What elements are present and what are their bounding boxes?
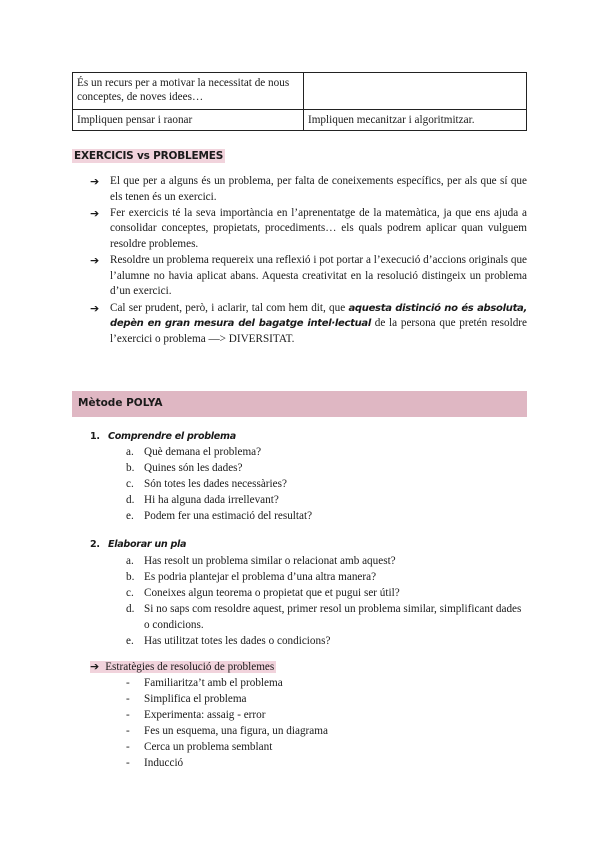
list-item: e. Has utilitzat totes les dades o condicions?	[126, 634, 331, 647]
list-item: - Cerca un problema semblant	[126, 740, 273, 753]
list-item: d. Si no saps com resoldre aquest, primer resol un problema similar, simplificant dades o condicions.	[126, 602, 522, 631]
table-cell	[304, 73, 527, 110]
right-arrow-icon: ➔	[90, 206, 100, 220]
comparison-table	[72, 72, 527, 131]
list-item: ➔ Cal ser prudent, però, i aclarir, tal com hem dit, que aquesta distinció no és absoluta, depèn en gran mesura del bagatge intel·lectual de la persona que pretén resoldre l’exercici o problema —> DIVERSITAT.	[90, 301, 527, 345]
table-cell: És un recurs per a motivar la necessitat de nous conceptes, de noves idees…	[73, 73, 304, 110]
list-item: b. Es podria plantejar el problema d’una altra manera?	[126, 570, 377, 583]
list-item: d. Hi ha alguna dada irrellevant?	[126, 493, 279, 506]
list-item: e. Podem fer una estimació del resultat?	[126, 509, 313, 522]
list-item: c. Són totes les dades necessàries?	[126, 477, 287, 490]
polya-section-bar	[72, 391, 527, 417]
table-cell: Impliquen mecanitzar i algoritmitzar.	[304, 110, 527, 131]
emphasis-text: aquesta distinció no és absoluta, depèn en gran mesura del bagatge intel·lectual	[110, 302, 527, 330]
list-item: - Familiaritza’t amb el problema	[126, 677, 283, 689]
list-item: c. Coneixes algun teorema o propietat que et pugui ser útil?	[126, 586, 400, 599]
list-item: a. Has resolt un problema similar o relacionat amb aquest?	[126, 555, 396, 567]
list-item: - Fes un esquema, una figura, un diagrama	[126, 724, 328, 737]
strategies-heading: ➔ Estratègies de resolució de problemes	[90, 660, 275, 673]
section-heading-exercicis: EXERCICIS vs PROBLEMES	[74, 150, 224, 162]
list-item: ➔ Resoldre un problema requereix una reflexió i pot portar a l’execució d’accions originals que l’alumne no havia aplicat abans. Aquesta creativitat en la resolució distingeix un problema d’un exercici.	[90, 254, 527, 298]
step-heading-2: 2. Elaborar un pla	[90, 539, 187, 550]
table-row	[73, 110, 527, 131]
table-row	[73, 73, 527, 110]
list-item: - Experimenta: assaig - error	[126, 708, 266, 721]
right-arrow-icon: ➔	[90, 660, 100, 673]
step1-sublist	[126, 445, 526, 525]
list-item: - Inducció	[126, 756, 184, 769]
list-item: ➔ Fer exercicis té la seva importància en l’aprenentatge de la matemàtica, ja que ens ajuda a consolidar conceptes, propietats, procediments… els quals podrem aplicar quan vulguem resoldre problemes.	[90, 206, 527, 250]
strategies-list	[126, 676, 328, 771]
exercicis-bullet-list	[90, 174, 527, 348]
step-heading-1: 1. Comprendre el problema	[90, 431, 236, 442]
table-cell: Impliquen pensar i raonar	[73, 110, 304, 131]
step2-sublist	[126, 554, 526, 649]
list-item: a. Què demana el problema?	[126, 446, 262, 458]
right-arrow-icon: ➔	[90, 175, 100, 188]
list-item: b. Quines són les dades?	[126, 461, 243, 474]
list-item: - Simplifica el problema	[126, 692, 247, 705]
right-arrow-icon: ➔	[90, 301, 100, 315]
right-arrow-icon: ➔	[90, 254, 100, 268]
section-title-polya: Mètode POLYA	[78, 397, 163, 409]
list-item: ➔ El que per a alguns és un problema, per falta de coneixements específics, per als que sí que els tenen és un exercici.	[90, 175, 527, 203]
